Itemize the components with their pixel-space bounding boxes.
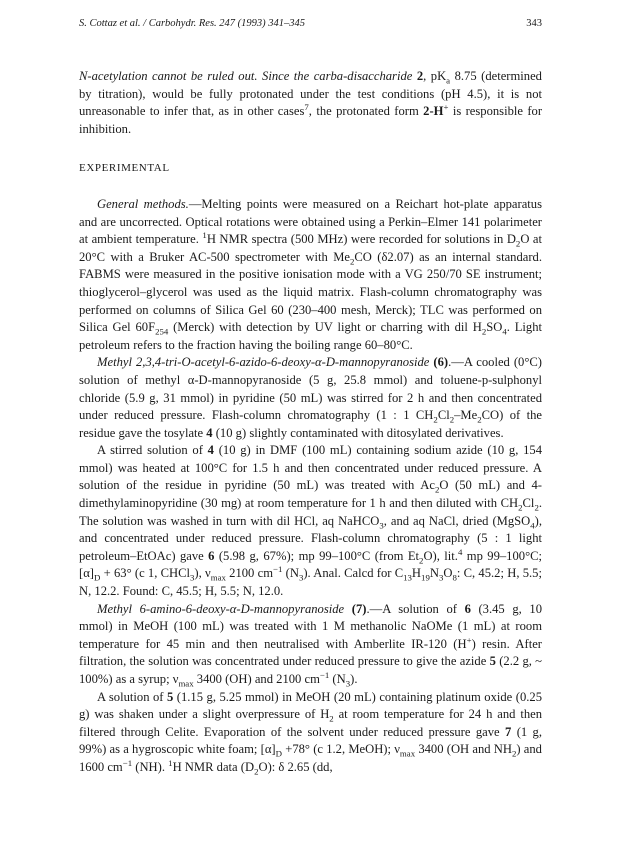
section-heading: EXPERIMENTAL <box>79 162 170 175</box>
paragraph-hydrogenation: A solution of 5 (1.15 g, 5.25 mmol) in MeOH (20 mL) containing platinum oxide (0.25 g) was shaken under a slight overpressure of $H_2$ at room temperature for 24 h and then filtered through Celite. Evaporation of the solvent under reduced pressure gave 7 (1 g, 99%) as a hygroscopic white foam; $[\alpha]_D +78^\circ$ (c 1.2, MeOH); $\nu_{max}$ 3400 (OH and $NH_2$) and 1600 $cm^{-1}$ (NH). $^1$H NMR data $(D_2O)$: δ 2.65 (dd, <box>79 689 543 777</box>
paragraph-compound-6: Methyl 2,3,4-tri-O-acetyl-6-azido-6-deoxy-α-D-mannopyranoside (6).—A cooled (0°C) solution of methyl α-D-mannopyranoside (5 g, 25.8 mmol) and toluene-p-sulphonyl chloride (5.9 g, 31 mmol) in pyridine (50 mL) was stirred for 2 h and then concentrated under reduced pressure. Flash-column chromatography (1 : 1 $CH_2Cl_2-Me_2CO$) of the residue gave the tosylate 4 (10 g) slightly contaminated with ditosylated derivatives. <box>79 355 542 440</box>
paragraph-conclusion: N-acetylation cannot be ruled out. Since the carba-disaccharide 2, $pK_a$ 8.75 (determined by titration), would be fully protonated under the test conditions (pH 4.5), it is not unreasonable to infer that, as in other cases$^7$, the protonated form 2-H+ is responsible for inhibition. <box>79 69 543 136</box>
running-head: S. Cottaz et al. / Carbohydr. Res. 247 (1993) 341–345 <box>79 18 306 29</box>
page-header <box>79 18 542 34</box>
paragraph-general-methods: General methods.—Melting points were measured on a Reichart hot-plate apparatus and are uncorrected. Optical rotations were obtained using a Perkin–Elmer 141 polarimeter at ambient temperature. $^1$H NMR spectra (500 MHz) were recorded for solutions in $D_2O$ at 20°C with a Bruker AC-500 spectrometer with $Me_2CO$ (δ2.07) as an internal standard. FABMS were measured in the positive ionisation mode with a VG 250/70 SE instrument; thioglycerol–glycerol was used as the liquid matrix. Flash-column chromatography was performed on columns of Silica Gel 60 (230–400 mesh, Merck); TLC was performed on Silica Gel $60F_{254}$ (Merck) with detection by UV light or charring with dil $H_2SO_4$. Light petroleum refers to the fraction having the boiling range 60–80°C. <box>79 196 543 352</box>
paragraph-compound-7: Methyl 6-amino-6-deoxy-α-D-mannopyranoside (7).—A solution of 6 (3.45 g, 10 mmol) in MeOH (100 mL) was treated with 1 M methanolic NaOMe (1 mL) at room temperature for 45 min and then neutralised with Amberlite IR-120 (H+) resin. After filtration, the solution was concentrated under reduced pressure to give the azide 5 (2.2 g, ~ 100%) as a syrup; $\nu_{max}$ 3400 (OH) and 2100 $cm^{-1}$ $(N_3)$. <box>79 601 543 689</box>
body-text <box>79 68 542 777</box>
paragraph-azide-synthesis: A stirred solution of 4 (10 g) in DMF (100 mL) containing sodium azide (10 g, 154 mmol) was heated at 100°C for 1.5 h and then concentrated under reduced pressure. A solution of the residue in pyridine (50 mL) was treated with $Ac_2O$ (50 mL) and 4-dimethylaminopyridine (30 mg) at room temperature for 1 h and then diluted with $CH_2Cl_2$. The solution was washed in turn with dil HCl, aq NaHCO$_3$, and aq NaCl, dried (MgSO$_4$), and concentrated under reduced pressure. Flash-column chromatography (5 : 1 light petroleum–EtOAc) gave 6 (5.98 g, 67%); mp 99–100°C (from $Et_2O$), lit.$^4$ mp 99–100°C; $[\alpha]_D + 63^\circ$ (c 1, CHCl$_3$), $\nu_{max}$ 2100 $cm^{-1}$ $(N_3)$. Anal. Calcd for $C_{13}H_{19}N_3O_8$: C, 45.2; H, 5.5; N, 12.2. Found: C, 45.5; H, 5.5; N, 12.0. <box>79 443 543 599</box>
page-number: 343 <box>526 18 542 29</box>
